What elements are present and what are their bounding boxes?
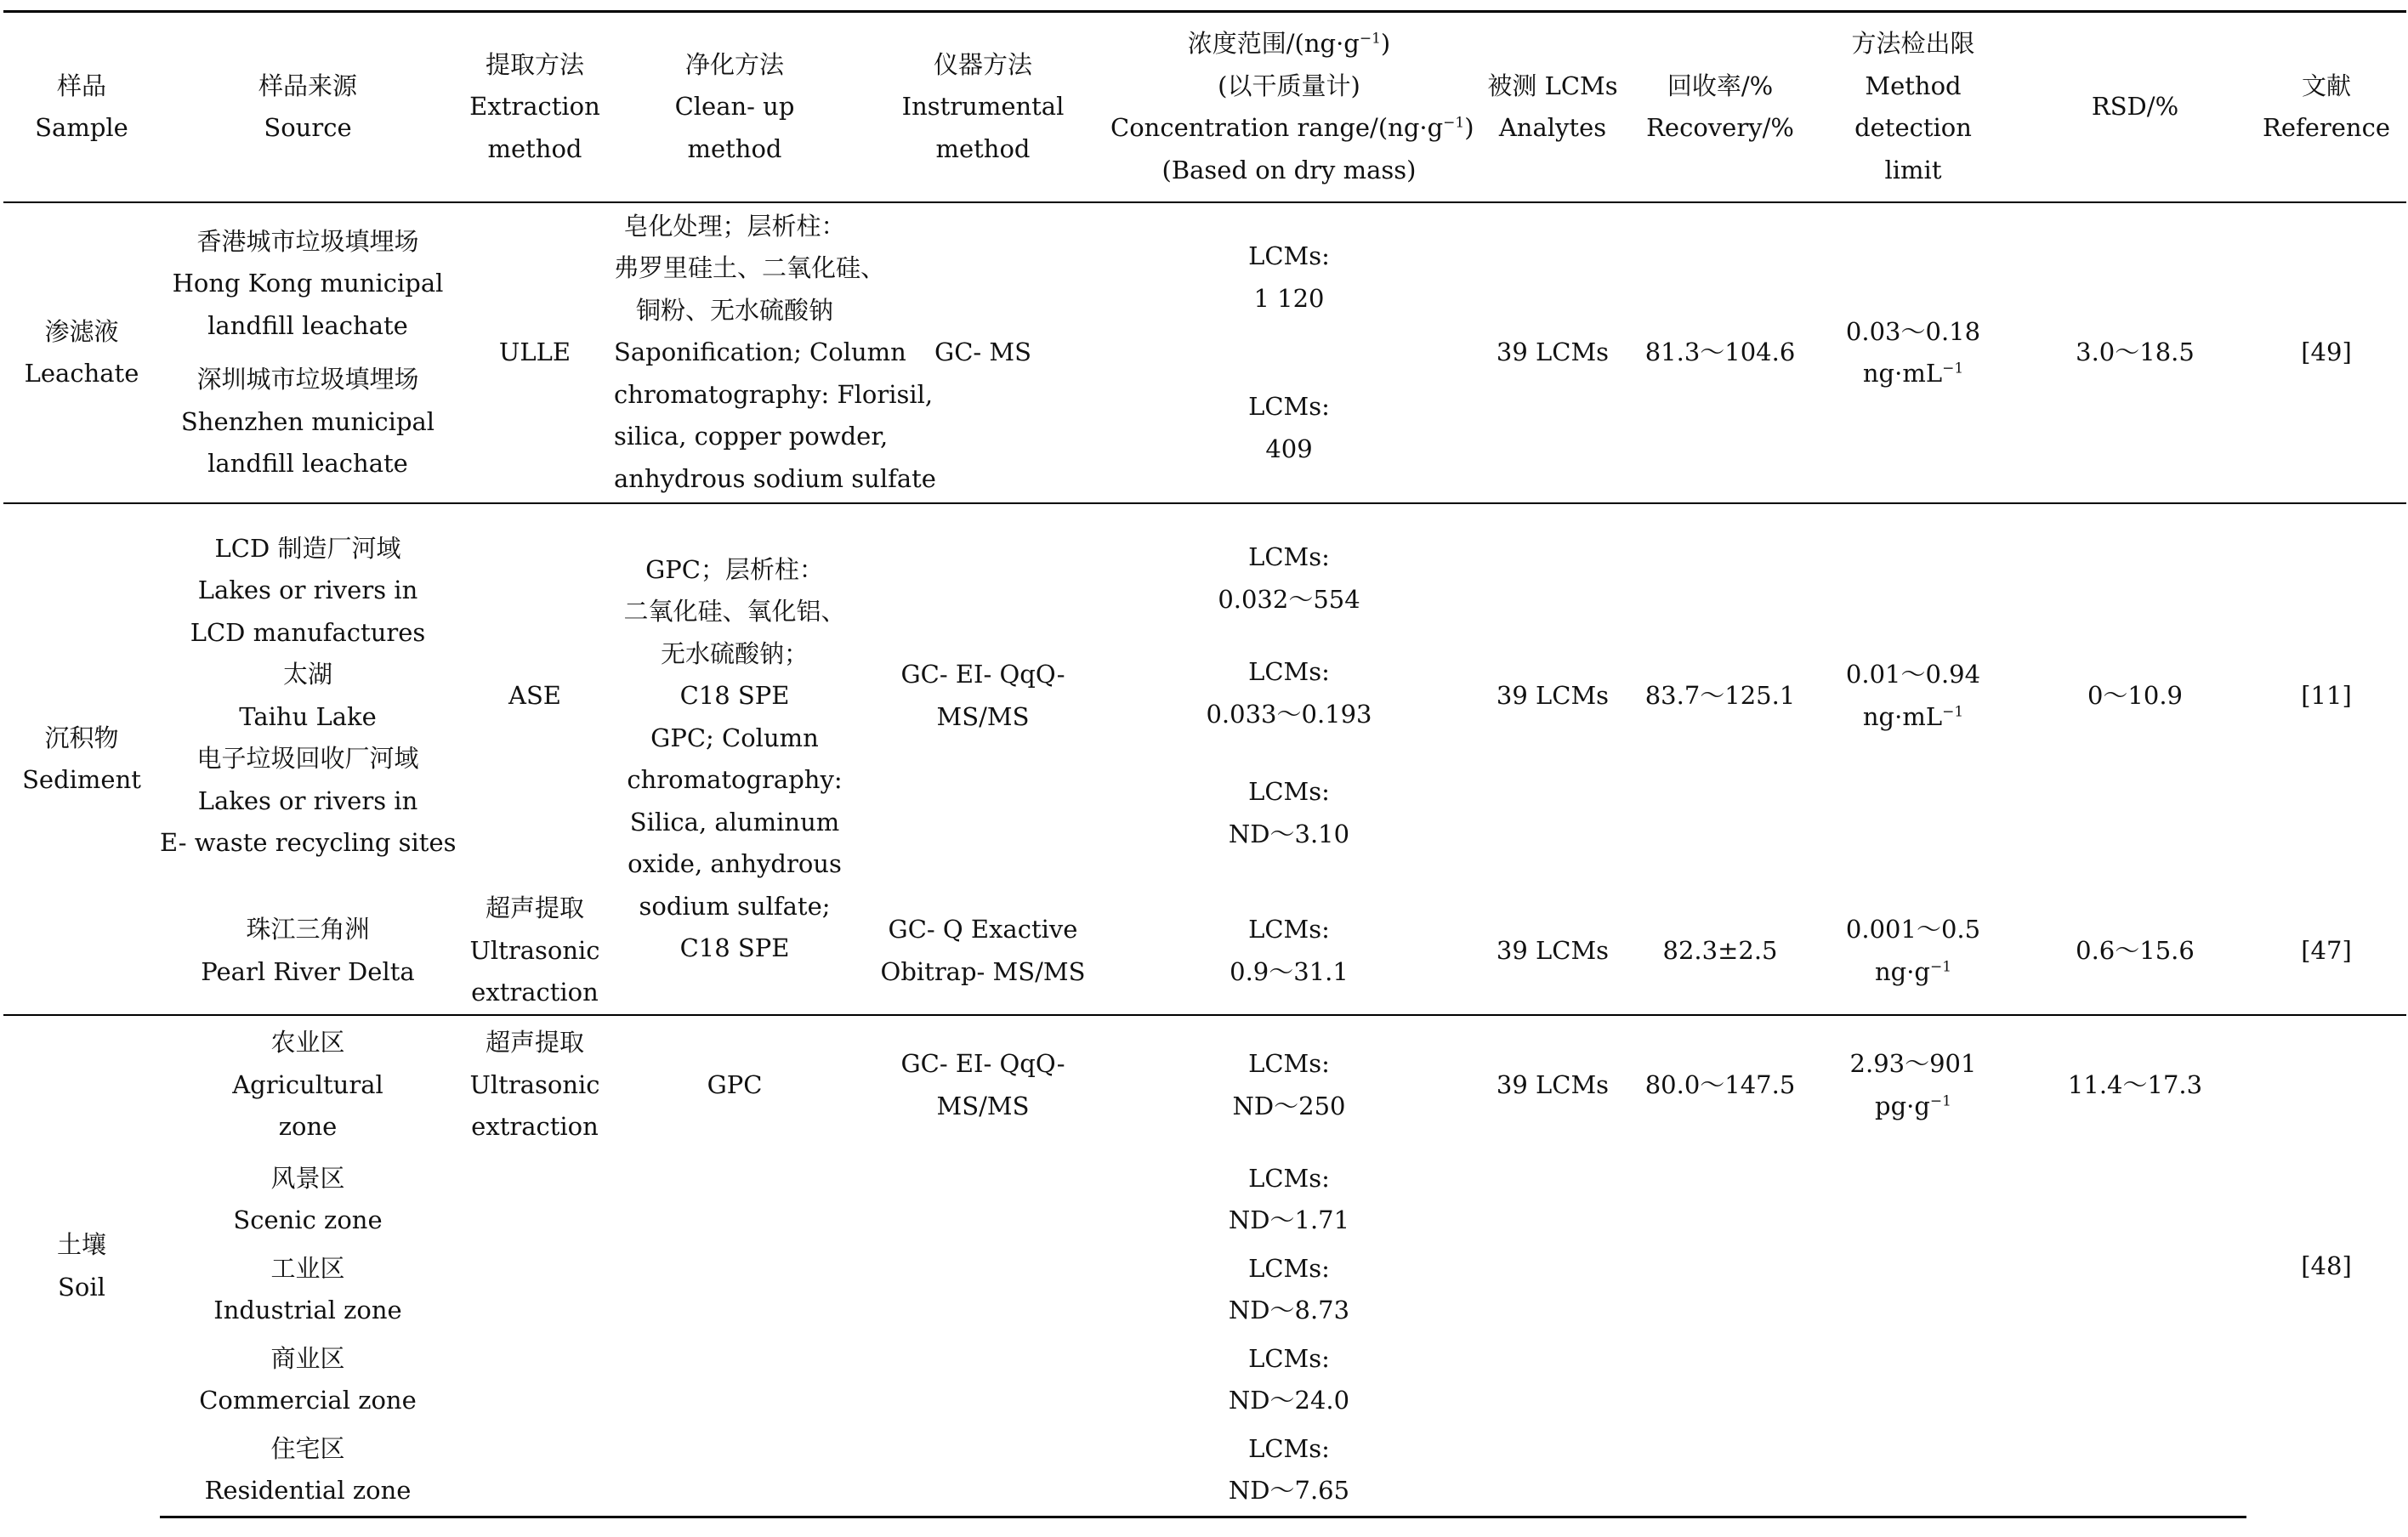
cell-source-leachate: 香港城市垃圾填埋场 Hong Kong municipal landfill leachate 深圳城市垃圾填埋场 Shenzhen municipal landfill leachate	[160, 202, 456, 503]
header-row	[3, 12, 2406, 203]
lcm-methods-table	[3, 10, 2406, 1518]
cell-rsd-soil: 11.4～17.3	[2024, 1015, 2246, 1154]
cell-mdl-soil: 2.93～901 $pg\cdot g^{-1}$	[1803, 1015, 2024, 1154]
cell-reference-soil: [48]	[2246, 1015, 2406, 1517]
cell-analytes-sediment-2: 39 LCMs	[1496, 935, 1610, 965]
cell-extraction-soil: 超声提取 Ultrasonic extraction	[456, 1015, 614, 1154]
col-header-analytes: 被测 LCMs Analytes	[1468, 12, 1638, 203]
cell-reference-sediment-2: [47]	[2301, 935, 2352, 965]
cell-concentration-soil-1: LCMs: ND～250	[1110, 1015, 1468, 1154]
cell-recovery-leachate: 81.3～104.6	[1638, 202, 1803, 503]
table-row-soil-5	[3, 1425, 2406, 1517]
cell-mdl-leachate: 0.03～0.18 $ng\cdot mL^{-1}$	[1803, 202, 2024, 503]
cell-cleanup-soil: GPC	[614, 1015, 855, 1154]
cell-instrument-soil: GC- EI- QqQ- MS/MS	[855, 1015, 1110, 1154]
cell-source-soil-4: 商业区 Commercial zone	[199, 1343, 417, 1415]
cell-extraction-leachate: ULLE	[456, 202, 614, 503]
cell-instrument-leachate: GC- MS	[855, 202, 1110, 503]
cell-source-sediment-1: LCD 制造厂河域 Lakes or rivers in LCD manufactures 太湖 Taihu Lake 电子垃圾回收厂河域 Lakes or rivers in E- waste recycling sites	[160, 503, 456, 888]
cell-cleanup-sediment: GPC；层析柱： 二氧化硅、氧化铝、 无水硫酸钠； C18 SPE GPC; Column chromatography: Silica, aluminum oxide, anhydrous sodium sulfate; C18 SPE	[614, 503, 855, 1015]
table-row-leachate	[3, 202, 2406, 503]
cell-sample-sediment: 沉积物 Sediment	[3, 503, 160, 1015]
cell-concentration-soil-2: LCMs: ND～1.71	[1228, 1163, 1350, 1234]
cell-extraction-sediment-1: ASE	[456, 503, 614, 888]
cell-concentration-leachate: LCMs: 1 120 LCMs: 409	[1110, 202, 1468, 503]
cell-analytes-soil: 39 LCMs	[1468, 1015, 1638, 1154]
table-row-sediment-1	[3, 503, 2406, 888]
col-header-concentration: 浓度范围$/(ng\cdot g^{-1})$ (以干质量计) Concentration range/$(ng\cdot g^{-1})$ (Based on dry mass)	[1110, 12, 1468, 203]
cell-concentration-soil-3: LCMs: ND～8.73	[1228, 1253, 1350, 1324]
cell-reference-sediment-1: [11]	[2246, 503, 2406, 888]
cell-concentration-soil-5: LCMs: ND～7.65	[1110, 1425, 1468, 1517]
cell-sample-soil: 土壤 Soil	[3, 1015, 160, 1517]
table-row-soil-1	[3, 1015, 2406, 1154]
col-header-cleanup: 净化方法 Clean- up method	[614, 12, 855, 203]
cell-analytes-sediment-1: 39 LCMs	[1468, 503, 1638, 888]
cell-reference-leachate: [49]	[2246, 202, 2406, 503]
cell-source-soil-5: 住宅区 Residential zone	[160, 1425, 456, 1517]
cell-sample-leachate: 渗滤液 Leachate	[3, 202, 160, 503]
cell-concentration-sediment-2: LCMs: 0.9～31.1	[1230, 915, 1349, 986]
cell-extraction-sediment-2: 超声提取 Ultrasonic extraction	[469, 893, 600, 1007]
cell-concentration-soil-4: LCMs: ND～24.0	[1228, 1343, 1350, 1415]
col-header-instrument: 仪器方法 Instrumental method	[855, 12, 1110, 203]
col-header-source: 样品来源 Source	[160, 12, 456, 203]
cell-source-soil-3: 工业区 Industrial zone	[213, 1253, 402, 1324]
cell-mdl-sediment-1: 0.01～0.94 $ng\cdot mL^{-1}$	[1803, 503, 2024, 888]
cell-concentration-sediment-1: LCMs: 0.032～554 LCMs: 0.033～0.193 LCMs: ND～3.10	[1110, 503, 1468, 888]
cell-rsd-sediment-1: 0～10.9	[2024, 503, 2246, 888]
table-row-soil-2	[3, 1154, 2406, 1245]
cell-instrument-sediment-1: GC- EI- QqQ- MS/MS	[855, 503, 1110, 888]
cell-source-soil-1: 农业区 Agricultural zone	[160, 1015, 456, 1154]
cell-analytes-leachate: 39 LCMs	[1468, 202, 1638, 503]
cell-mdl-sediment-2: 0.001～0.5 $ng\cdot g^{-1}$	[1845, 915, 1981, 986]
col-header-sample: 样品 Sample	[3, 12, 160, 203]
col-header-reference: 文献 Reference	[2246, 12, 2406, 203]
col-header-extraction: 提取方法 Extraction method	[456, 12, 614, 203]
cell-recovery-sediment-2: 82.3±2.5	[1662, 935, 1778, 965]
cell-rsd-sediment-2: 0.6～15.6	[2076, 935, 2195, 965]
col-header-mdl: 方法检出限 Method detection limit	[1803, 12, 2024, 203]
cell-recovery-sediment-1: 83.7～125.1	[1638, 503, 1803, 888]
col-header-recovery: 回收率/% Recovery/%	[1638, 12, 1803, 203]
cell-source-sediment-2: 珠江三角洲 Pearl River Delta	[201, 915, 415, 986]
cell-recovery-soil: 80.0～147.5	[1638, 1015, 1803, 1154]
table-row-soil-3	[3, 1245, 2406, 1335]
cell-instrument-sediment-2: GC- Q Exactive Obitrap- MS/MS	[880, 915, 1086, 986]
cell-rsd-leachate: 3.0～18.5	[2024, 202, 2246, 503]
col-header-rsd: RSD/%	[2024, 12, 2246, 203]
table-row-soil-4	[3, 1335, 2406, 1425]
cell-source-soil-2: 风景区 Scenic zone	[233, 1163, 383, 1234]
table-row-sediment-2	[3, 888, 2406, 1015]
cell-cleanup-leachate: 皂化处理；层析柱： 弗罗里硅土、二氧化硅、 铜粉、无水硫酸钠 Saponification; Column chromatography: Florisil, silica, copper powder, anhydrous sodium sulfate	[614, 202, 855, 503]
